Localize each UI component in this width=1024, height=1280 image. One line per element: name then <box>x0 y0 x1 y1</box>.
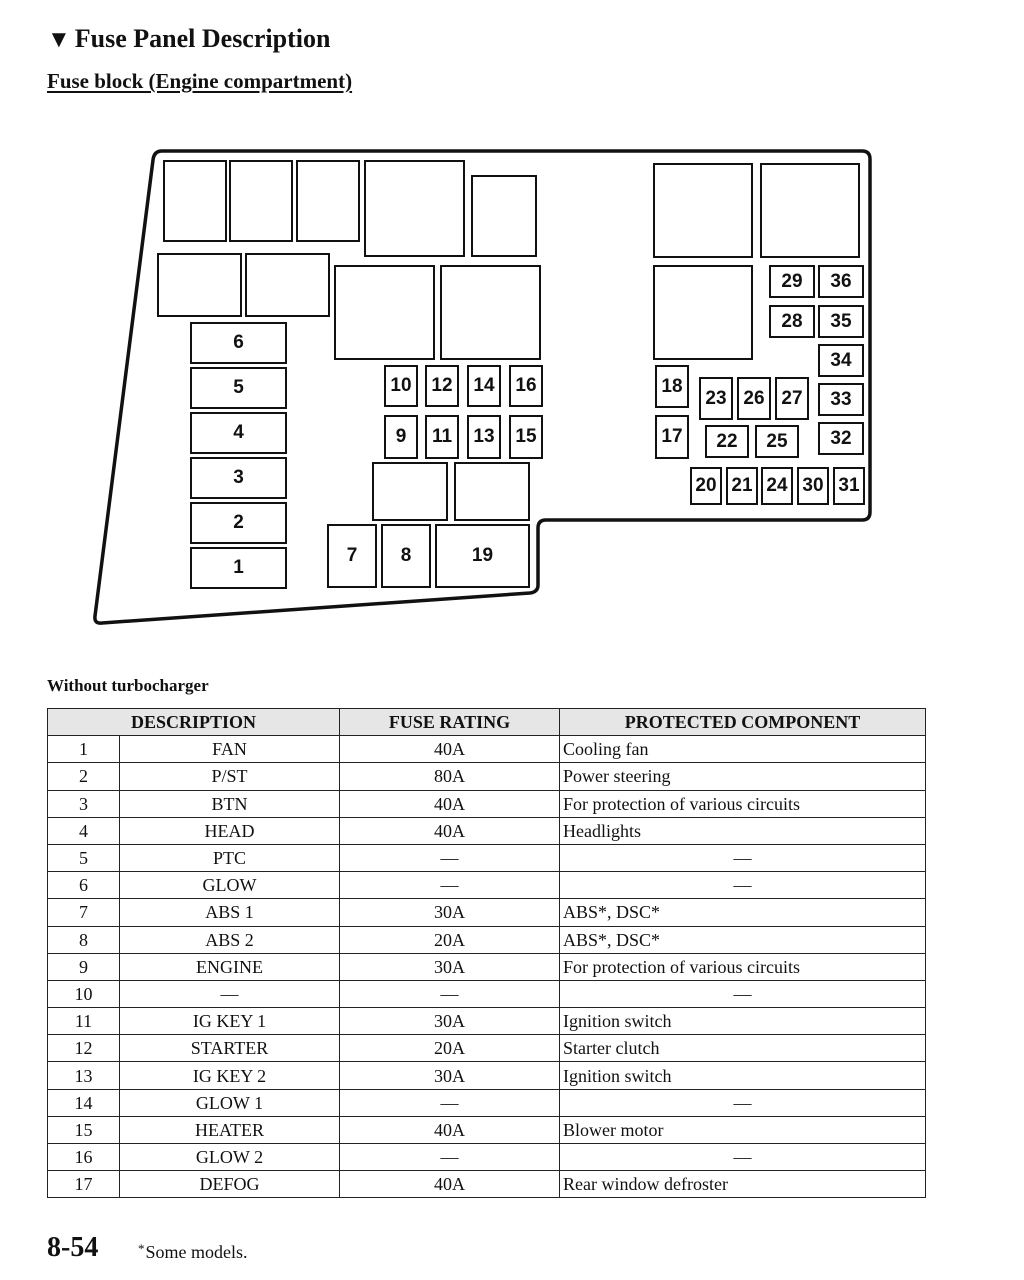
protected-component-cell: For protection of various circuits <box>560 953 926 980</box>
protected-component-cell: ABS*, DSC* <box>560 899 926 926</box>
fuse-number-cell: 9 <box>48 953 120 980</box>
table-row <box>48 817 926 844</box>
description-cell: GLOW 2 <box>120 1144 340 1171</box>
fuse-slot <box>818 422 864 455</box>
relay-slot <box>163 160 227 242</box>
fuse-rating-cell: 30A <box>340 1008 560 1035</box>
protected-component-cell: — <box>560 1089 926 1116</box>
fuse-slot <box>381 524 431 588</box>
footnote <box>138 1241 248 1263</box>
fuse-rating-cell: 40A <box>340 790 560 817</box>
fuse-slot <box>190 547 287 589</box>
triangle-down-icon: ▼ <box>47 27 71 53</box>
fuse-number-label: 30 <box>802 475 824 496</box>
protected-component-cell: Ignition switch <box>560 1008 926 1035</box>
fuse-rating-cell: 20A <box>340 1035 560 1062</box>
fuse-number-cell: 10 <box>48 980 120 1007</box>
fuse-slot <box>737 377 771 420</box>
fuse-number-label: 20 <box>695 475 717 496</box>
fuse-number-label: 12 <box>431 375 453 396</box>
fuse-number-label: 2 <box>233 512 244 533</box>
table-row <box>48 872 926 899</box>
table-row <box>48 790 926 817</box>
fuse-number-cell: 4 <box>48 817 120 844</box>
relay-slot <box>334 265 435 360</box>
fuse-number-cell: 16 <box>48 1144 120 1171</box>
fuse-number-cell: 5 <box>48 844 120 871</box>
fuse-rating-cell: — <box>340 844 560 871</box>
fuse-rating-cell: 40A <box>340 1116 560 1143</box>
protected-component-cell: — <box>560 872 926 899</box>
fuse-number-label: 16 <box>515 375 537 396</box>
fuse-slot <box>769 305 815 338</box>
relay-slot <box>364 160 465 257</box>
description-cell: ABS 1 <box>120 899 340 926</box>
fuse-number-label: 29 <box>781 270 803 292</box>
fuse-rating-cell: 30A <box>340 953 560 980</box>
fuse-rating-cell: 30A <box>340 899 560 926</box>
fuse-number-label: 26 <box>743 387 765 409</box>
fuse-number-cell: 14 <box>48 1089 120 1116</box>
fuse-number-cell: 1 <box>48 736 120 763</box>
fuse-slot <box>190 502 287 544</box>
relay-slot <box>454 462 530 521</box>
table-row <box>48 1008 926 1035</box>
fuse-number-cell: 17 <box>48 1171 120 1198</box>
relay-slot <box>245 253 330 317</box>
fuse-number-label: 25 <box>766 430 788 452</box>
description-cell: DEFOG <box>120 1171 340 1198</box>
fuse-number-label: 33 <box>830 388 852 410</box>
fuse-slot <box>818 305 864 338</box>
fuse-rating-cell: — <box>340 872 560 899</box>
table-row <box>48 1062 926 1089</box>
fuse-number-label: 5 <box>233 377 244 398</box>
table-row <box>48 926 926 953</box>
relay-slot <box>653 265 753 360</box>
fuse-slot <box>726 467 758 505</box>
fuse-number-label: 36 <box>830 270 852 292</box>
fuse-slot <box>190 322 287 364</box>
fuse-number-cell: 7 <box>48 899 120 926</box>
protected-component-cell: ABS*, DSC* <box>560 926 926 953</box>
fuse-rating-cell: 40A <box>340 817 560 844</box>
fuse-rating-cell: — <box>340 1144 560 1171</box>
table-row <box>48 736 926 763</box>
description-cell: ABS 2 <box>120 926 340 953</box>
fuse-slot <box>435 524 530 588</box>
fuse-number-label: 9 <box>395 426 407 447</box>
fuse-slot <box>699 377 733 420</box>
fuse-slot <box>755 425 799 458</box>
fuse-slot <box>705 425 749 458</box>
relay-slot <box>440 265 541 360</box>
fuse-slot <box>818 383 864 416</box>
fuse-rating-cell: — <box>340 1089 560 1116</box>
protected-component-cell: Rear window defroster <box>560 1171 926 1198</box>
relay-slot <box>653 163 753 258</box>
page-number: 8-54 <box>47 1232 99 1263</box>
fuse-number-label: 7 <box>346 545 358 566</box>
fuse-slot <box>655 415 689 459</box>
description-cell: GLOW <box>120 872 340 899</box>
protected-component-cell: — <box>560 1144 926 1171</box>
fuse-slot <box>327 524 377 588</box>
description-cell: IG KEY 2 <box>120 1062 340 1089</box>
fuse-slot <box>818 344 864 377</box>
fuse-rating-cell: 80A <box>340 763 560 790</box>
fuse-rating-cell: 40A <box>340 1171 560 1198</box>
fuse-slot <box>509 365 543 407</box>
relay-slot <box>296 160 360 242</box>
fuse-number-label: 4 <box>233 422 244 443</box>
fuse-number-label: 13 <box>473 426 495 447</box>
fuse-number-label: 10 <box>390 375 412 396</box>
fuse-slot <box>425 415 459 459</box>
fuse-number-cell: 11 <box>48 1008 120 1035</box>
fuse-number-label: 31 <box>838 475 860 496</box>
fuse-slot <box>797 467 829 505</box>
fuse-slot <box>769 265 815 298</box>
fuse-number-label: 6 <box>233 332 244 353</box>
description-cell: HEATER <box>120 1116 340 1143</box>
fuse-slot <box>190 457 287 499</box>
protected-component-cell: Ignition switch <box>560 1062 926 1089</box>
protected-component-cell: Blower motor <box>560 1116 926 1143</box>
fuse-number-label: 35 <box>830 310 852 332</box>
description-cell: — <box>120 980 340 1007</box>
table-row <box>48 1089 926 1116</box>
protected-component-cell: Headlights <box>560 817 926 844</box>
column-header-description: DESCRIPTION <box>48 709 340 736</box>
fuse-number-label: 28 <box>781 310 803 332</box>
fuse-number-label: 18 <box>661 375 683 397</box>
relay-slot <box>372 462 448 521</box>
footnote-marker: * <box>138 1241 145 1256</box>
fuse-number-label: 17 <box>661 426 683 447</box>
fuse-slot <box>190 367 287 409</box>
fuse-table <box>47 708 926 1198</box>
fuse-number-label: 3 <box>233 467 244 488</box>
table-row <box>48 1144 926 1171</box>
fuse-slot <box>190 412 287 454</box>
fuse-number-cell: 13 <box>48 1062 120 1089</box>
description-cell: HEAD <box>120 817 340 844</box>
fuse-slot <box>467 365 501 407</box>
fuse-number-label: 34 <box>830 349 852 371</box>
description-cell: PTC <box>120 844 340 871</box>
section-subtitle: Fuse block (Engine compartment) <box>47 69 353 93</box>
fuse-slot <box>655 365 689 408</box>
fuse-number-cell: 3 <box>48 790 120 817</box>
table-row <box>48 1116 926 1143</box>
fuse-number-cell: 12 <box>48 1035 120 1062</box>
fuse-number-label: 15 <box>515 426 537 447</box>
fuse-rating-cell: 40A <box>340 736 560 763</box>
fuse-number-label: 32 <box>830 427 852 449</box>
protected-component-cell: — <box>560 844 926 871</box>
fuse-number-cell: 6 <box>48 872 120 899</box>
fuse-slot <box>509 415 543 459</box>
table-row <box>48 763 926 790</box>
protected-component-cell: Cooling fan <box>560 736 926 763</box>
column-header-protected-component: PROTECTED COMPONENT <box>560 709 926 736</box>
description-cell: FAN <box>120 736 340 763</box>
relay-slot <box>157 253 242 317</box>
fuse-slot <box>467 415 501 459</box>
table-row <box>48 980 926 1007</box>
fuse-number-cell: 8 <box>48 926 120 953</box>
table-row <box>48 1171 926 1198</box>
fuse-number-label: 8 <box>400 545 412 566</box>
fuse-number-label: 19 <box>471 545 494 566</box>
fuse-number-label: 23 <box>705 387 727 409</box>
fuse-number-label: 21 <box>731 475 753 496</box>
fuse-slot <box>775 377 809 420</box>
relay-slot <box>760 163 860 258</box>
fuse-number-cell: 2 <box>48 763 120 790</box>
description-cell: STARTER <box>120 1035 340 1062</box>
description-cell: ENGINE <box>120 953 340 980</box>
description-cell: BTN <box>120 790 340 817</box>
table-row <box>48 953 926 980</box>
table-caption: Without turbocharger <box>47 676 209 695</box>
relay-slot <box>229 160 293 242</box>
fuse-slot <box>384 415 418 459</box>
protected-component-cell: For protection of various circuits <box>560 790 926 817</box>
fuse-slot <box>833 467 865 505</box>
table-row <box>48 899 926 926</box>
protected-component-cell: — <box>560 980 926 1007</box>
fuse-number-label: 14 <box>473 375 495 396</box>
fuse-number-cell: 15 <box>48 1116 120 1143</box>
protected-component-cell: Starter clutch <box>560 1035 926 1062</box>
fuse-number-label: 22 <box>716 430 738 452</box>
fuse-number-label: 27 <box>781 387 803 409</box>
description-cell: GLOW 1 <box>120 1089 340 1116</box>
fuse-rating-cell: — <box>340 980 560 1007</box>
fuse-slot <box>761 467 793 505</box>
fuse-number-label: 24 <box>766 475 788 496</box>
footnote-text: Some models. <box>145 1242 248 1262</box>
protected-component-cell: Power steering <box>560 763 926 790</box>
fuse-slot <box>425 365 459 407</box>
description-cell: P/ST <box>120 763 340 790</box>
fuse-rating-cell: 30A <box>340 1062 560 1089</box>
fuse-number-label: 1 <box>233 557 244 578</box>
fuse-slot <box>690 467 722 505</box>
fuse-slot <box>818 265 864 298</box>
column-header-fuse-rating: FUSE RATING <box>340 709 560 736</box>
fuse-rating-cell: 20A <box>340 926 560 953</box>
description-cell: IG KEY 1 <box>120 1008 340 1035</box>
relay-slot <box>471 175 537 257</box>
fuse-number-label: 11 <box>431 426 453 447</box>
table-row <box>48 844 926 871</box>
table-row <box>48 1035 926 1062</box>
table-header-row <box>48 709 926 736</box>
page-title-text: Fuse Panel Description <box>74 24 331 53</box>
fuse-slot <box>384 365 418 407</box>
